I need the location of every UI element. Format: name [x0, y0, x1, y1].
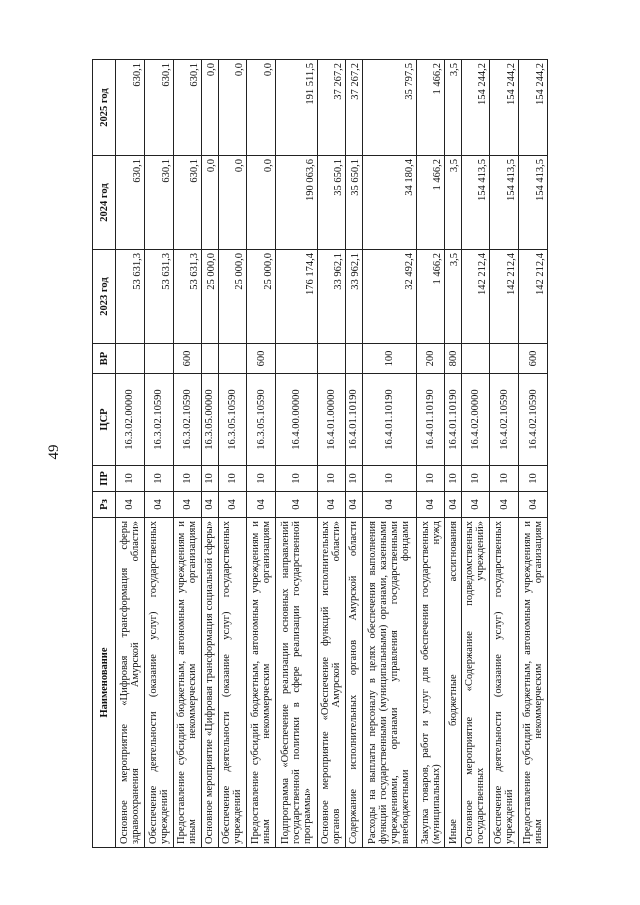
cell-pr: 10	[519, 466, 548, 492]
cell-csr: 16.3.02.10590	[173, 374, 202, 466]
budget-table	[92, 59, 548, 848]
cell-2025: 3,5	[445, 60, 461, 156]
table-row	[445, 60, 461, 848]
cell-name: Предоставление субсидий бюджетным, автономным учреждениям и иным некоммерческим организациям	[173, 518, 202, 848]
cell-vr: 100	[362, 344, 416, 374]
cell-pr: 10	[173, 466, 202, 492]
cell-vr: 600	[519, 344, 548, 374]
cell-2024: 630,1	[144, 156, 173, 250]
cell-pr: 10	[362, 466, 416, 492]
cell-2025: 1 466,2	[416, 60, 445, 156]
cell-csr: 16.3.05.10590	[218, 374, 247, 466]
cell-2024: 0,0	[202, 156, 218, 250]
table-row	[144, 60, 173, 848]
cell-rz: 04	[362, 492, 416, 518]
cell-2023: 142 212,4	[519, 250, 548, 344]
cell-rz: 04	[490, 492, 519, 518]
cell-rz: 04	[202, 492, 218, 518]
cell-pr: 10	[144, 466, 173, 492]
cell-name: Предоставление субсидий бюджетным, автономным учреждениям и иным некоммерческим организациям	[247, 518, 276, 848]
table-row	[276, 60, 317, 848]
cell-rz: 04	[276, 492, 317, 518]
cell-2024: 630,1	[173, 156, 202, 250]
cell-2025: 191 511,5	[276, 60, 317, 156]
cell-vr	[116, 344, 145, 374]
cell-2024: 154 413,5	[461, 156, 490, 250]
cell-2024: 630,1	[116, 156, 145, 250]
cell-2024: 0,0	[218, 156, 247, 250]
cell-csr: 16.4.02.10590	[519, 374, 548, 466]
cell-csr: 16.4.01.00000	[317, 374, 346, 466]
header-2025: 2025 год	[93, 60, 116, 156]
cell-vr	[461, 344, 490, 374]
cell-csr: 16.4.02.10590	[490, 374, 519, 466]
cell-csr: 16.4.02.00000	[461, 374, 490, 466]
cell-csr: 16.4.01.10190	[362, 374, 416, 466]
cell-2024: 154 413,5	[519, 156, 548, 250]
cell-2023: 1 466,2	[416, 250, 445, 344]
cell-2024: 154 413,5	[490, 156, 519, 250]
cell-2025: 37 267,2	[346, 60, 362, 156]
cell-2023: 53 631,3	[144, 250, 173, 344]
cell-pr: 10	[490, 466, 519, 492]
table-row	[461, 60, 490, 848]
cell-name: Основное мероприятие «Обеспечение функций исполнительных органов Амурской области»	[317, 518, 346, 848]
cell-name: Подпрограмма «Обеспечение реализации основных направлений государственной политики в сфере реализации государственной программы»	[276, 518, 317, 848]
table-row	[247, 60, 276, 848]
table-row	[317, 60, 346, 848]
table-row	[346, 60, 362, 848]
cell-csr: 16.3.05.00000	[202, 374, 218, 466]
cell-rz: 04	[144, 492, 173, 518]
cell-name: Основное мероприятие «Цифровая трансформация социальной сферы»	[202, 518, 218, 848]
cell-vr	[202, 344, 218, 374]
cell-2025: 154 244,2	[519, 60, 548, 156]
cell-name: Обеспечение деятельности (оказание услуг) государственных учреждений	[490, 518, 519, 848]
table-row	[202, 60, 218, 848]
cell-pr: 10	[461, 466, 490, 492]
cell-rz: 04	[218, 492, 247, 518]
table-row	[416, 60, 445, 848]
table-header-row	[93, 60, 116, 848]
cell-2025: 154 244,2	[490, 60, 519, 156]
cell-csr: 16.3.02.10590	[144, 374, 173, 466]
cell-name: Основное мероприятие «Цифровая трансформация сферы здравоохранения Амурской области»	[116, 518, 145, 848]
cell-2023: 176 174,4	[276, 250, 317, 344]
cell-pr: 10	[247, 466, 276, 492]
cell-vr	[346, 344, 362, 374]
cell-2025: 37 267,2	[317, 60, 346, 156]
cell-2025: 630,1	[173, 60, 202, 156]
cell-pr: 10	[416, 466, 445, 492]
cell-2025: 630,1	[144, 60, 173, 156]
cell-pr: 10	[317, 466, 346, 492]
cell-rz: 04	[445, 492, 461, 518]
cell-csr: 16.4.01.10190	[416, 374, 445, 466]
header-rz: Рз	[93, 492, 116, 518]
cell-rz: 04	[346, 492, 362, 518]
cell-vr	[276, 344, 317, 374]
cell-name: Содержание исполнительных органов Амурской области	[346, 518, 362, 848]
cell-name: Расходы на выплаты персоналу в целях обеспечения выполнения функций государственными (муниципальными) органами, казенными учреждениями, органами управления государственными внебюджетными фондами	[362, 518, 416, 848]
header-vr: ВР	[93, 344, 116, 374]
cell-rz: 04	[416, 492, 445, 518]
cell-rz: 04	[519, 492, 548, 518]
cell-pr: 10	[445, 466, 461, 492]
cell-2023: 53 631,3	[116, 250, 145, 344]
cell-2023: 53 631,3	[173, 250, 202, 344]
page-number: 49	[46, 444, 62, 460]
cell-name: Основное мероприятие «Содержание подведомственных государственных учреждений»	[461, 518, 490, 848]
cell-pr: 10	[276, 466, 317, 492]
cell-vr: 600	[173, 344, 202, 374]
cell-2025: 0,0	[247, 60, 276, 156]
table-row	[218, 60, 247, 848]
cell-2025: 0,0	[202, 60, 218, 156]
cell-2023: 32 492,4	[362, 250, 416, 344]
table-row	[362, 60, 416, 848]
cell-name: Обеспечение деятельности (оказание услуг) государственных учреждений	[144, 518, 173, 848]
cell-name: Обеспечение деятельности (оказание услуг) государственных учреждений	[218, 518, 247, 848]
cell-vr	[490, 344, 519, 374]
cell-2024: 190 063,6	[276, 156, 317, 250]
cell-vr: 200	[416, 344, 445, 374]
cell-csr: 16.4.01.10190	[445, 374, 461, 466]
cell-csr: 16.3.02.00000	[116, 374, 145, 466]
cell-pr: 10	[202, 466, 218, 492]
header-csr: ЦСР	[93, 374, 116, 466]
cell-pr: 10	[116, 466, 145, 492]
cell-2024: 0,0	[247, 156, 276, 250]
cell-rz: 04	[173, 492, 202, 518]
cell-name: Закупка товаров, работ и услуг для обеспечения государственных (муниципальных) нужд	[416, 518, 445, 848]
table-row	[490, 60, 519, 848]
cell-2025: 0,0	[218, 60, 247, 156]
header-2024: 2024 год	[93, 156, 116, 250]
cell-2023: 25 000,0	[218, 250, 247, 344]
cell-2024: 3,5	[445, 156, 461, 250]
cell-2023: 25 000,0	[247, 250, 276, 344]
cell-2025: 35 797,5	[362, 60, 416, 156]
header-name: Наименование	[93, 518, 116, 848]
cell-2024: 34 180,4	[362, 156, 416, 250]
cell-pr: 10	[346, 466, 362, 492]
cell-2023: 142 212,4	[490, 250, 519, 344]
cell-2023: 3,5	[445, 250, 461, 344]
cell-vr	[218, 344, 247, 374]
cell-rz: 04	[317, 492, 346, 518]
cell-2023: 33 962,1	[346, 250, 362, 344]
cell-rz: 04	[461, 492, 490, 518]
cell-2023: 142 212,4	[461, 250, 490, 344]
cell-pr: 10	[218, 466, 247, 492]
cell-2024: 35 650,1	[317, 156, 346, 250]
cell-vr	[144, 344, 173, 374]
table-row	[173, 60, 202, 848]
cell-rz: 04	[247, 492, 276, 518]
cell-csr: 16.4.01.10190	[346, 374, 362, 466]
cell-2025: 630,1	[116, 60, 145, 156]
cell-rz: 04	[116, 492, 145, 518]
rotated-page-content	[92, 60, 548, 848]
cell-name: Предоставление субсидий бюджетным, автономным учреждениям и иным некоммерческим организациям	[519, 518, 548, 848]
cell-2024: 1 466,2	[416, 156, 445, 250]
cell-2025: 154 244,2	[461, 60, 490, 156]
cell-csr: 16.4.00.00000	[276, 374, 317, 466]
header-2023: 2023 год	[93, 250, 116, 344]
cell-csr: 16.3.05.10590	[247, 374, 276, 466]
table-row	[116, 60, 145, 848]
cell-2023: 33 962,1	[317, 250, 346, 344]
cell-vr	[317, 344, 346, 374]
cell-vr: 600	[247, 344, 276, 374]
cell-2024: 35 650,1	[346, 156, 362, 250]
cell-2023: 25 000,0	[202, 250, 218, 344]
table-row	[519, 60, 548, 848]
header-pr: ПР	[93, 466, 116, 492]
cell-name: Иные бюджетные ассигнования	[445, 518, 461, 848]
cell-vr: 800	[445, 344, 461, 374]
